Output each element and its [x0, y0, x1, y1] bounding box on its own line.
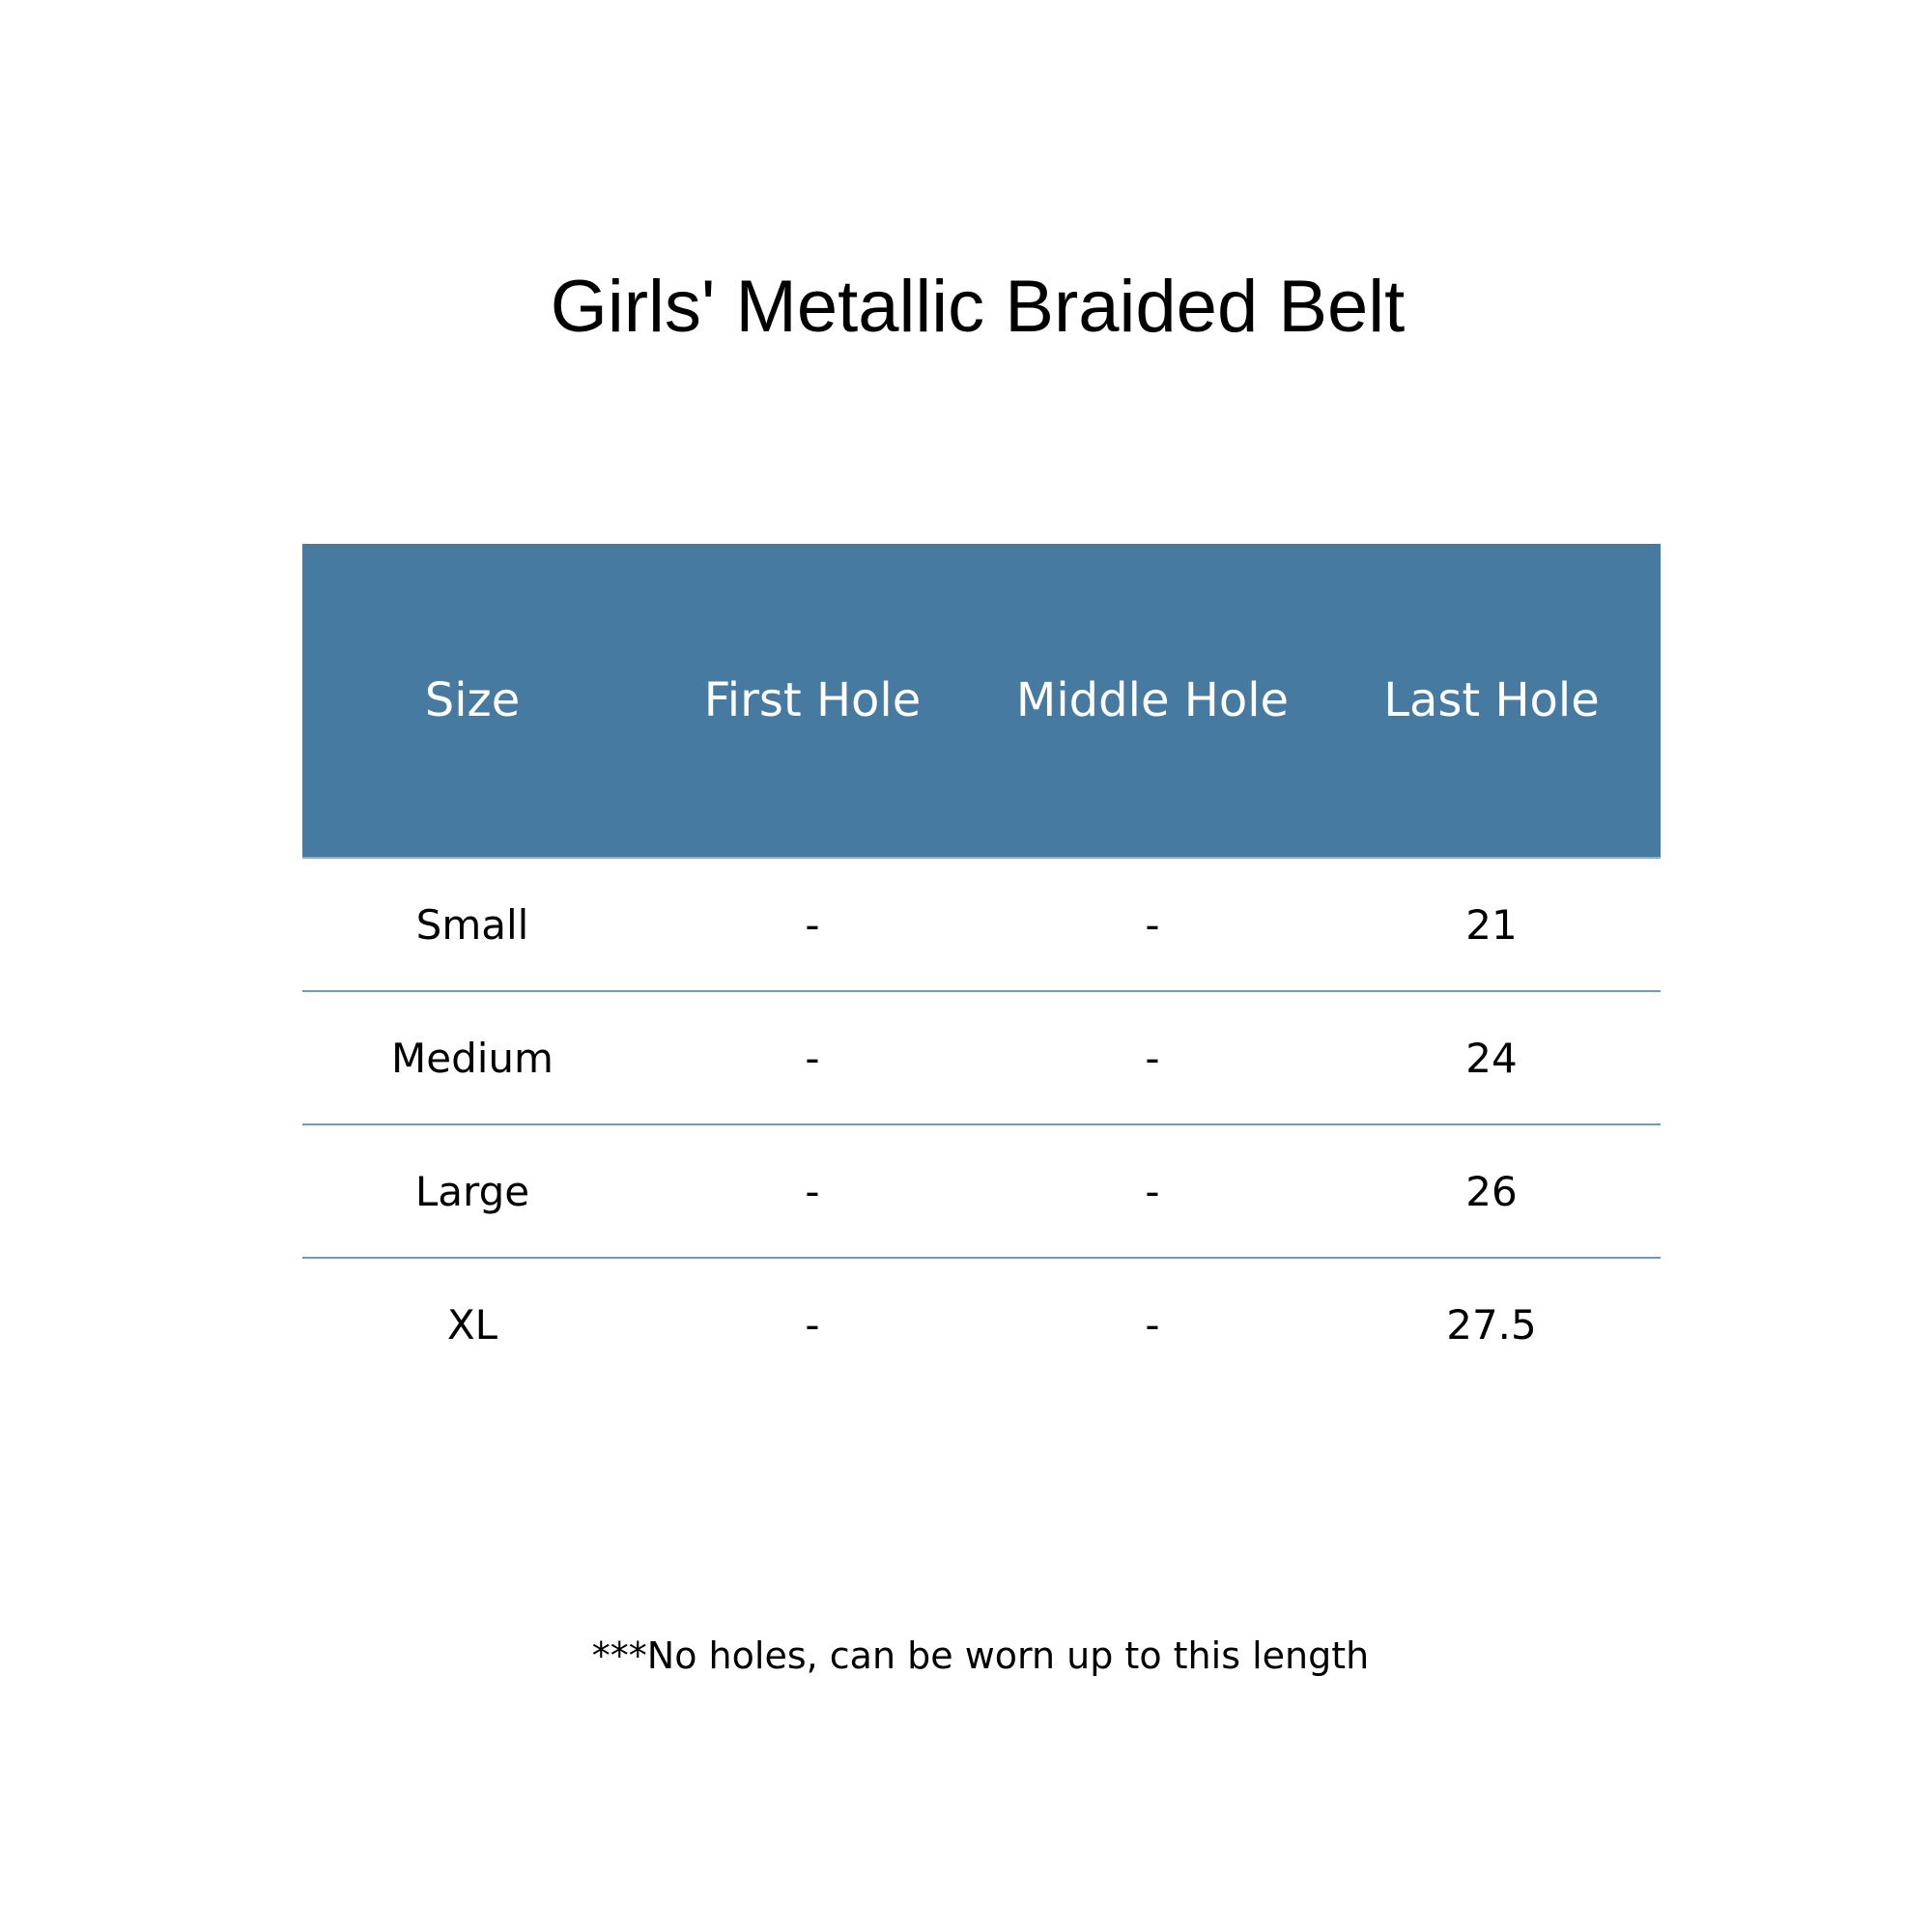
table-row — [302, 858, 1661, 991]
footnote: ***No holes, can be worn up to this length — [591, 1634, 1370, 1677]
header-row — [302, 544, 1661, 858]
column-header-middle-hole: Middle Hole — [1015, 673, 1290, 727]
cell-middle-hole: - — [1145, 900, 1160, 949]
column-header-size: Size — [424, 673, 521, 727]
cell-size: Medium — [391, 1034, 554, 1082]
table-row — [302, 1258, 1661, 1391]
cell-middle-hole: - — [1145, 1167, 1160, 1215]
cell-first-hole: - — [805, 1034, 820, 1082]
table-body — [302, 858, 1661, 1391]
cell-last-hole: 26 — [1465, 1167, 1518, 1215]
cell-last-hole: 27.5 — [1446, 1301, 1537, 1349]
cell-first-hole: - — [805, 1301, 820, 1349]
cell-last-hole: 24 — [1465, 1034, 1518, 1082]
cell-first-hole: - — [805, 1167, 820, 1215]
cell-first-hole: - — [805, 900, 820, 949]
table-row — [302, 1124, 1661, 1258]
cell-size: Small — [415, 900, 529, 949]
cell-size: Large — [414, 1167, 530, 1215]
table-header — [302, 544, 1661, 858]
cell-middle-hole: - — [1145, 1301, 1160, 1349]
cell-size: XL — [446, 1301, 498, 1349]
page-title: Girls' Metallic Braided Belt — [550, 266, 1406, 348]
table-row — [302, 991, 1661, 1124]
cell-middle-hole: - — [1145, 1034, 1160, 1082]
column-header-first-hole: First Hole — [703, 673, 922, 727]
column-header-last-hole: Last Hole — [1383, 673, 1600, 727]
size-chart-table — [302, 544, 1661, 1391]
cell-last-hole: 21 — [1465, 900, 1518, 949]
